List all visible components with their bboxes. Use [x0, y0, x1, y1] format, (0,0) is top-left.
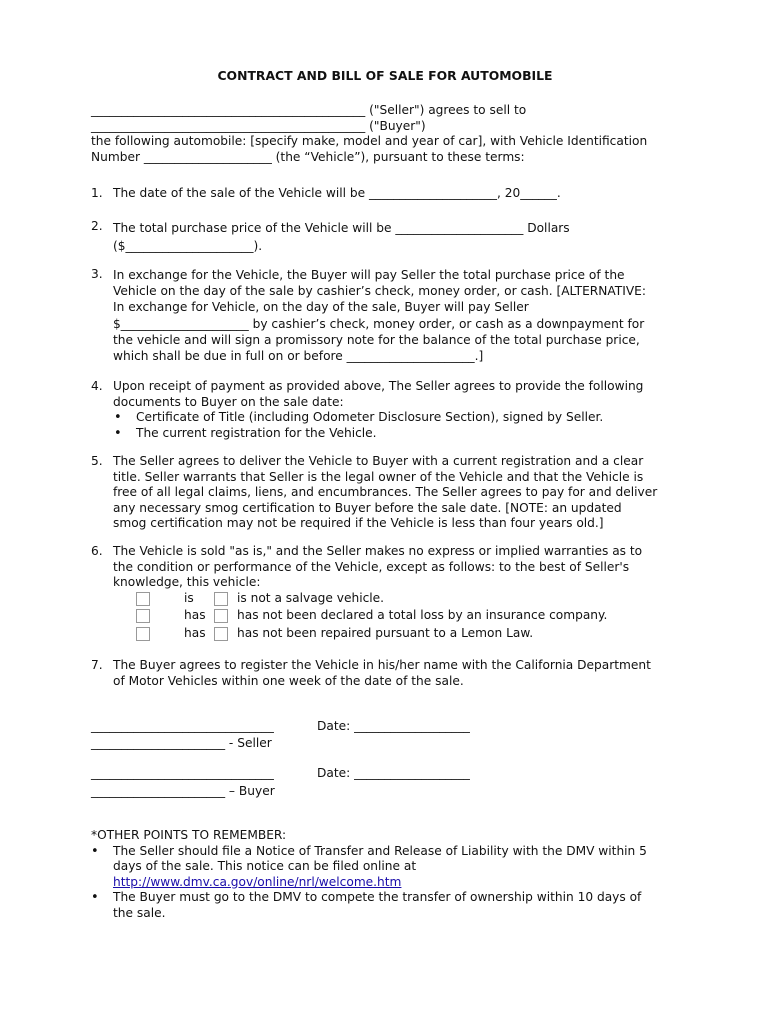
clause-line: of Motor Vehicles within one week of the date of the sale.: [113, 673, 464, 688]
intro-line-vin: Number _____________________ (the “Vehicle”), pursuant to these terms:: [91, 149, 525, 164]
clause-line: the condition or performance of the Vehicle, except as follows: to the best of Seller's: [113, 559, 630, 574]
clause-2: [91, 219, 691, 255]
clause-line: documents to Buyer on the sale date:: [113, 394, 344, 409]
dmv-link[interactable]: http://www.dmv.ca.gov/online/nrl/welcome.htm: [113, 874, 402, 889]
checkbox-label: is not a salvage vehicle.: [237, 590, 385, 605]
buyer-date-field[interactable]: Date: ___________________: [317, 766, 470, 780]
clause-line: In exchange for Vehicle, on the day of the sale, Buyer will pay Seller: [113, 300, 529, 315]
clause-line: free of all legal claims, liens, and encumbrances. The Seller agrees to pay for and deliver: [113, 485, 658, 499]
intro-line-buyer: _____________________________________________ ("Buyer"): [91, 118, 426, 133]
intro-paragraph: [91, 103, 691, 165]
seller-name-line[interactable]: ______________________ - Seller: [91, 736, 272, 750]
checklist-row: [136, 608, 691, 626]
notes-heading: *OTHER POINTS TO REMEMBER:: [91, 828, 287, 842]
checkbox[interactable]: [136, 592, 150, 606]
seller-signature-line[interactable]: ______________________________: [91, 719, 274, 733]
clause-line: The Vehicle is sold "as is," and the Seller makes no express or implied warranties as to: [113, 544, 643, 558]
checklist-row: [136, 626, 691, 644]
clause-line: Vehicle on the day of the sale by cashier’s check, money order, or cash. [ALTERNATIVE:: [113, 284, 646, 299]
checkbox-label: is: [184, 590, 194, 605]
notes-list: [91, 844, 691, 922]
clause-number: 7.: [91, 658, 103, 672]
seller-date-field[interactable]: Date: ___________________: [317, 719, 470, 733]
checkbox-label: has not been repaired pursuant to a Lemon Law.: [237, 625, 534, 640]
list-item: [91, 844, 691, 891]
clause-1: [91, 186, 691, 202]
clause-line: Upon receipt of payment as provided above, The Seller agrees to provide the following: [113, 379, 644, 393]
clause-line: The Seller agrees to deliver the Vehicle to Buyer with a current registration and a clear: [113, 454, 644, 468]
document-title: CONTRACT AND BILL OF SALE FOR AUTOMOBILE: [217, 68, 553, 83]
note-line: • The Seller should file a Notice of Transfer and Release of Liability with the DMV within 5: [113, 843, 647, 858]
buyer-name-line[interactable]: ______________________ – Buyer: [91, 784, 275, 798]
checklist-row: [136, 591, 691, 609]
list-item: [91, 890, 691, 921]
checkbox[interactable]: [214, 609, 228, 623]
clause-number: 5.: [91, 454, 103, 468]
clause-line: The date of the sale of the Vehicle will be _____________________, 20______.: [113, 186, 561, 200]
buyer-signature-line[interactable]: ______________________________: [91, 766, 274, 780]
other-points-section: [91, 828, 691, 921]
clause-line: any necessary smog certification to Buyer before the sale date. [NOTE: an updated: [113, 500, 622, 515]
clause-number: 1.: [91, 186, 103, 200]
checkbox[interactable]: [136, 627, 150, 641]
clause-line: knowledge, this vehicle:: [113, 575, 261, 589]
intro-line-automobile: the following automobile: [specify make, model and year of car], with Vehicle Identification: [91, 134, 648, 148]
clause-line: smog certification may not be required if the Vehicle is less than four years old.]: [113, 516, 604, 530]
note-line: days of the sale. This notice can be filed online at: [113, 859, 417, 873]
checkbox[interactable]: [214, 592, 228, 606]
clause-7: [91, 658, 691, 689]
list-item: • Certificate of Title (including Odometer Disclosure Section), signed by Seller.: [113, 410, 691, 426]
note-line: the sale.: [113, 905, 166, 920]
clause-number: 2.: [91, 219, 103, 233]
clause-line: In exchange for the Vehicle, the Buyer will pay Seller the total purchase price of the: [113, 268, 625, 282]
clause-line: The Buyer agrees to register the Vehicle in his/her name with the California Department: [113, 658, 651, 672]
clause-number: 4.: [91, 379, 103, 393]
clause-line: The total purchase price of the Vehicle will be _____________________ Dollars: [113, 221, 570, 235]
clause-line: $_____________________ by cashier’s check, money order, or cash as a downpayment for: [113, 316, 645, 331]
clause-4: [91, 379, 691, 441]
clause-line: the vehicle and will sign a promissory note for the balance of the total purchase price,: [113, 332, 640, 347]
note-line: • The Buyer must go to the DMV to compete the transfer of ownership within 10 days of: [113, 890, 642, 904]
checkbox[interactable]: [136, 609, 150, 623]
checkbox-label: has not been declared a total loss by an insurance company.: [237, 608, 608, 622]
clause-5: [91, 454, 691, 532]
clause-line: ($_____________________).: [113, 239, 263, 253]
intro-line-seller: _____________________________________________ ("Seller") agrees to sell to: [91, 103, 527, 117]
checkbox[interactable]: [214, 627, 228, 641]
list-item: • The current registration for the Vehicle.: [113, 426, 691, 442]
condition-checklist: [136, 591, 691, 644]
clause-line: which shall be due in full on or before _____________________.]: [113, 349, 484, 364]
clause-number: 6.: [91, 544, 103, 558]
documents-list: [113, 410, 691, 441]
clause-number: 3.: [91, 267, 103, 281]
clause-6: [91, 544, 691, 643]
checkbox-label: has: [184, 608, 206, 622]
checkbox-label: has: [184, 625, 206, 640]
clause-3: [91, 267, 691, 364]
clause-line: title. Seller warrants that Seller is the legal owner of the Vehicle and that the Vehicle is: [113, 469, 644, 484]
